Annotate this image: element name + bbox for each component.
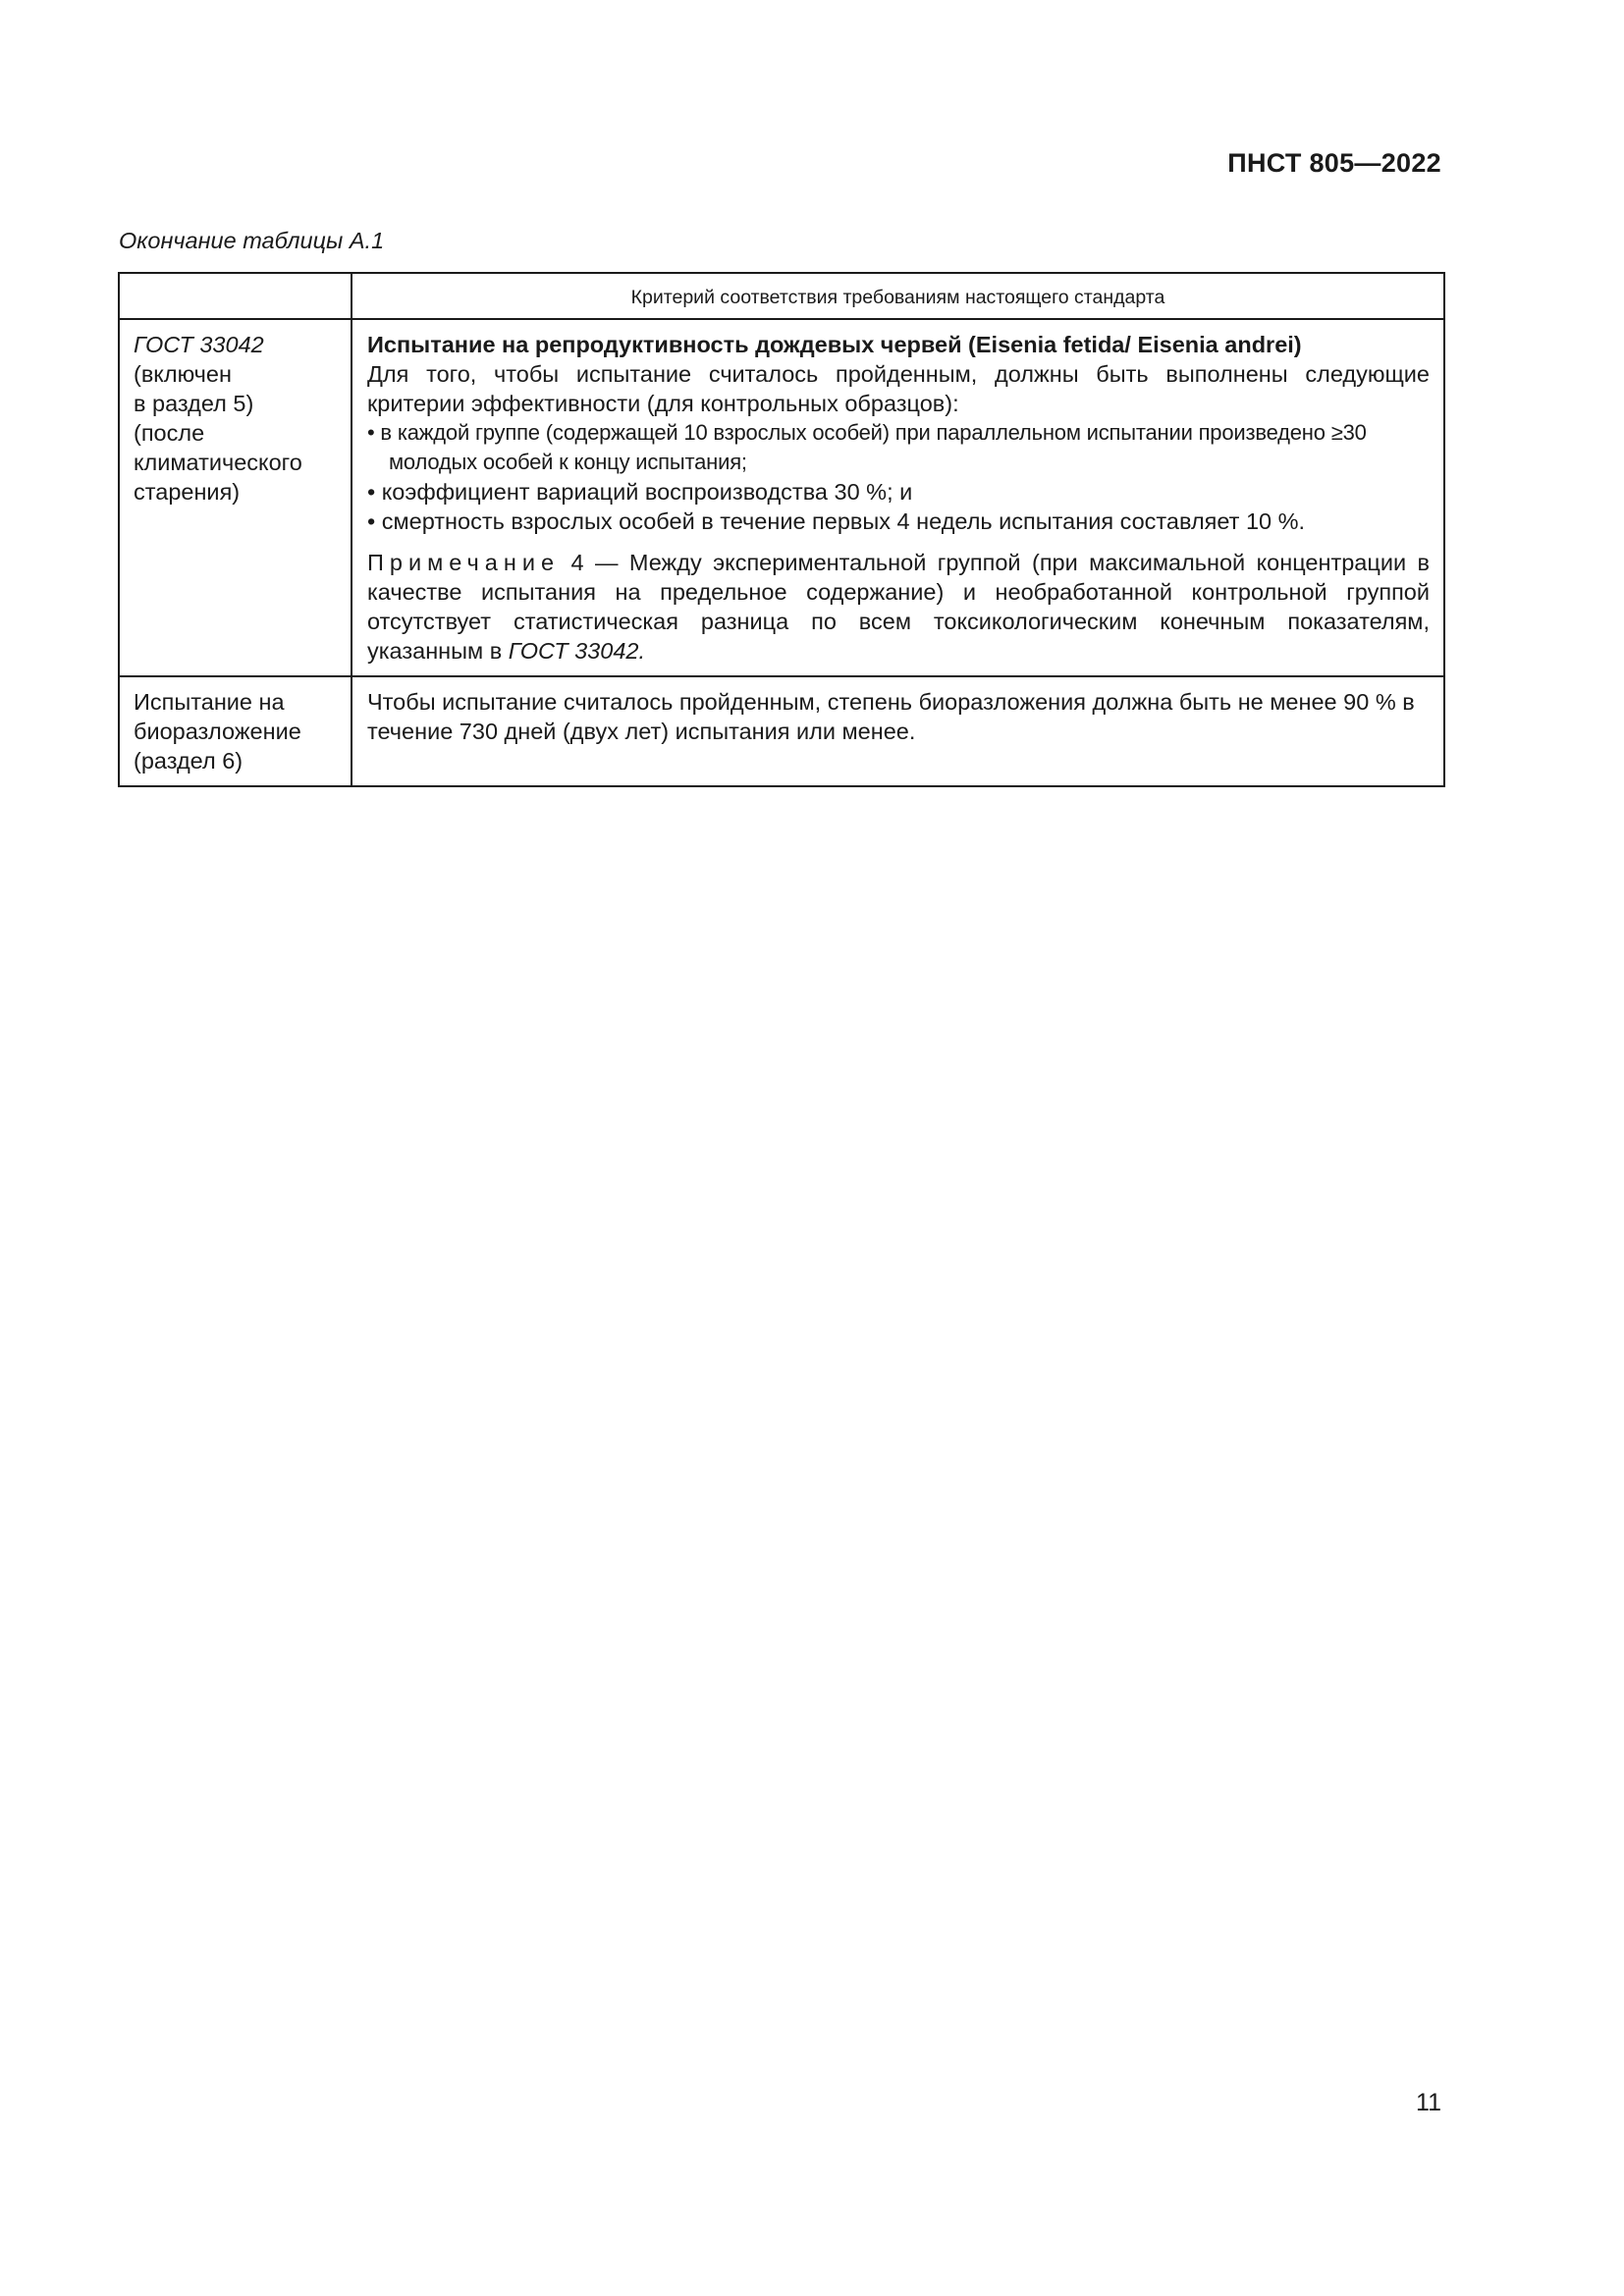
- table-row: [119, 319, 1444, 676]
- row1-criterion-cell: [352, 319, 1444, 676]
- header-col2-label: Критерий соответствия требованиям настоящего стандарта: [630, 287, 1165, 308]
- row1-title: Испытание на репродуктивность дождевых червей (Eisenia fetida/ Eisenia andrei): [367, 332, 1302, 357]
- criteria-table: [118, 272, 1445, 787]
- row1-gost-ref: ГОСТ 33042: [134, 332, 264, 357]
- list-item: • коэффициент вариаций воспроизводства 30 %; и: [367, 479, 913, 505]
- row1-left-line: (включен: [134, 361, 232, 387]
- table-caption: Окончание таблицы А.1: [119, 228, 385, 253]
- row1-left-line: (после: [134, 420, 205, 446]
- row1-intro: Для того, чтобы испытание считалось пройденным, должны быть выполнены следующие критерии эффективности (для контрольных образцов):: [367, 361, 1430, 416]
- page-number: 11: [1416, 2089, 1441, 2116]
- header-cell-criterion: [352, 273, 1444, 319]
- row2-test-cell: [119, 676, 352, 786]
- table-row: [119, 676, 1444, 786]
- row1-left-line: в раздел 5): [134, 391, 254, 416]
- list-item: • смертность взрослых особей в течение первых 4 недель испытания составляет 10 %.: [367, 508, 1306, 534]
- row1-bullet-list: [367, 418, 1430, 536]
- list-item: • в каждой группе (содержащей 10 взрослых особей) при параллельном испытании произведено ≥30 молодых особей к концу испытания;: [367, 420, 1367, 474]
- row2-left-line: Испытание на: [134, 689, 285, 715]
- note-gost-ref: ГОСТ 33042.: [508, 638, 645, 664]
- note-label: Примечание: [367, 550, 561, 575]
- table-header-row: [119, 273, 1444, 319]
- document-code: ПНСТ 805—2022: [1227, 148, 1441, 178]
- note-text: 4 — Между экспериментальной группой (при максимальной концентрации в качестве испытания на предельное содержание) и необработанной контрольной группой отсутствует статистическая разница по всем токсикологическим конечным показателям, указанным в: [367, 550, 1430, 664]
- row2-criterion-cell: Чтобы испытание считалось пройденным, степень биоразложения должна быть не менее 90 % в течение 730 дней (двух лет) испытания или менее.: [352, 676, 1444, 786]
- row2-left-line: (раздел 6): [134, 748, 244, 774]
- row1-left-line: старения): [134, 479, 241, 505]
- row1-note: [367, 548, 1430, 666]
- row1-left-line: климатического: [134, 450, 302, 475]
- header-cell-test: [119, 273, 352, 319]
- row2-left-line: биоразложение: [134, 719, 301, 744]
- row1-test-cell: [119, 319, 352, 676]
